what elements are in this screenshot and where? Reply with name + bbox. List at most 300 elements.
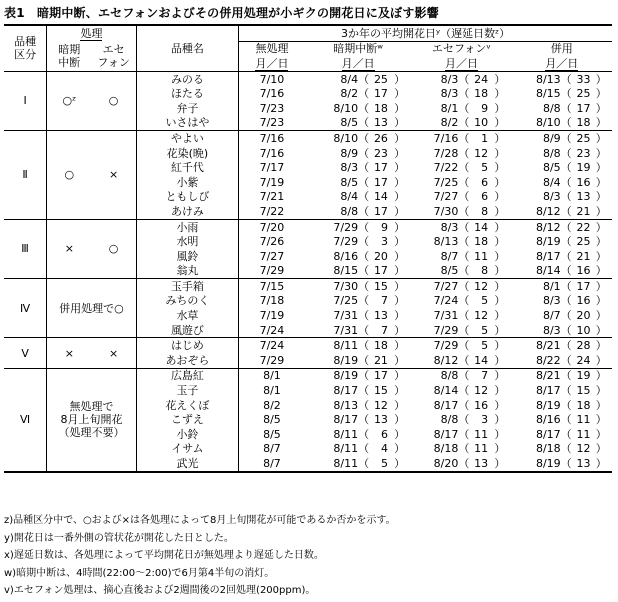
treatment-header: 処理: [47, 25, 137, 41]
paren-open: （: [458, 279, 470, 293]
date-untreated: 7/15: [239, 279, 305, 294]
date-dark: 8/11: [333, 442, 359, 456]
date-eth: 8/3: [411, 71, 458, 86]
paren-open: （: [458, 161, 470, 175]
paren-close: ）: [394, 442, 406, 456]
delay-eth: 14: [474, 353, 489, 367]
date-eth: 7/29: [433, 323, 459, 337]
date-dark: 8/4: [340, 190, 359, 204]
group-header: 品種 区分: [4, 25, 47, 71]
paren-open: （: [358, 398, 370, 412]
date-both: 8/16: [535, 413, 561, 427]
paren-open: （: [458, 353, 470, 367]
paren-close: ）: [494, 294, 506, 308]
variety-name: 玉子: [136, 383, 238, 398]
date-both: 8/17: [535, 384, 561, 398]
paren-close: ）: [394, 204, 406, 218]
paren-open: （: [560, 220, 572, 234]
date-eth: 8/5: [440, 264, 459, 278]
delay-dark: 13: [373, 413, 388, 427]
paren-open: （: [458, 131, 470, 145]
delay-eth: 9: [481, 101, 489, 115]
paren-open: （: [458, 235, 470, 249]
date-dark: 8/4: [305, 71, 358, 86]
delay-dark: 7: [380, 294, 388, 308]
variety-name: 弁子: [136, 101, 238, 116]
delay-dark: 23: [373, 146, 388, 160]
paren-close: ）: [488, 71, 511, 86]
date-eth: 8/17: [433, 398, 459, 412]
paren-close: ）: [494, 309, 506, 323]
date-dark: 8/13: [333, 398, 359, 412]
date-dark: 7/29: [333, 235, 359, 249]
paren-close: ）: [394, 146, 406, 160]
paren-open: （: [560, 87, 572, 101]
date-dark: 7/25: [333, 294, 359, 308]
delay-eth: 13: [469, 456, 488, 472]
paren-open: （: [458, 101, 470, 115]
date-eth: 7/31: [433, 309, 459, 323]
group-label: Ⅴ: [4, 338, 47, 368]
delay-both: 24: [576, 353, 591, 367]
variety-name: 小鈴: [136, 427, 238, 442]
delay-dark: 17: [373, 161, 388, 175]
dark-break-mark: ×: [47, 219, 92, 278]
date-dark: 7/29: [305, 219, 358, 234]
paren-close: ）: [394, 87, 406, 101]
group-label: Ⅲ: [4, 219, 47, 278]
footnote-y: y)開花日は一番外側の管状花が開花した日とした。: [4, 532, 234, 544]
paren-close: ）: [394, 353, 406, 367]
paren-close: ）: [494, 413, 506, 427]
date-both: 8/13: [512, 71, 561, 86]
paren-close: ）: [494, 204, 506, 218]
variety-name: 広島紅: [136, 368, 238, 383]
paren-open: （: [358, 87, 370, 101]
paren-close: ）: [595, 413, 607, 427]
variety-name: いさはや: [136, 116, 238, 131]
delay-both: 16: [576, 175, 591, 189]
variety-name: 花染(晩): [136, 146, 238, 161]
paren-close: ）: [591, 131, 612, 146]
delay-eth: 5: [469, 338, 488, 353]
footnotes: [4, 512, 396, 600]
paren-close: ）: [394, 427, 406, 441]
paren-open: （: [458, 175, 470, 189]
paren-open: （: [560, 235, 572, 249]
col-untreated: 無処理: [255, 42, 289, 56]
treatment-note-line: 8月上旬開花: [60, 413, 123, 427]
date-both: 8/14: [535, 264, 561, 278]
date-untreated: 7/27: [259, 249, 285, 263]
paren-close: ）: [394, 323, 406, 337]
paren-open: （: [560, 161, 572, 175]
paren-close: ）: [388, 279, 411, 294]
date-both: 8/21: [512, 368, 561, 383]
date-eth: 8/18: [433, 442, 459, 456]
variety-name: こずえ: [136, 412, 238, 427]
paren-open: （: [358, 161, 370, 175]
variety-name: 小紫: [136, 175, 238, 190]
paren-close: ）: [591, 71, 612, 86]
delay-dark: 26: [369, 131, 388, 146]
paren-close: ）: [494, 116, 506, 130]
variety-name: 水草: [136, 308, 238, 323]
paren-open: （: [358, 294, 370, 308]
paren-open: （: [560, 279, 572, 293]
date-untreated: 7/22: [259, 204, 285, 218]
date-dark: 8/8: [340, 204, 359, 218]
table-row: [4, 279, 612, 294]
paren-open: （: [560, 457, 572, 471]
delay-dark: 13: [373, 116, 388, 130]
delay-both: 13: [576, 190, 591, 204]
paren-open: （: [458, 398, 470, 412]
group-label: Ⅳ: [4, 279, 47, 338]
paren-open: （: [458, 87, 470, 101]
paren-open: （: [560, 442, 572, 456]
variety-name: 小雨: [136, 219, 238, 234]
paren-open: （: [358, 72, 370, 86]
paren-close: ）: [394, 413, 406, 427]
delay-eth: 3: [481, 413, 489, 427]
date-untreated: 7/19: [259, 175, 285, 189]
paren-open: （: [458, 369, 470, 383]
date-untreated: 7/16: [259, 87, 285, 101]
date-eth: 7/29: [411, 338, 458, 353]
paren-close: ）: [595, 161, 607, 175]
paren-close: ）: [394, 161, 406, 175]
paren-open: （: [458, 413, 470, 427]
paren-open: （: [458, 457, 470, 471]
variety-name: やよい: [136, 131, 238, 146]
delay-both: 20: [576, 309, 591, 323]
paren-close: ）: [394, 309, 406, 323]
date-both: 8/7: [542, 309, 561, 323]
date-both: 8/3: [542, 190, 561, 204]
date-untreated: 7/20: [239, 219, 305, 234]
paren-open: （: [358, 339, 370, 353]
date-untreated: 7/24: [259, 323, 285, 337]
paren-close: ）: [595, 235, 607, 249]
paren-close: ）: [394, 264, 406, 278]
delay-eth: 8: [481, 264, 489, 278]
delay-dark: 13: [373, 309, 388, 323]
treatment-combined: 併用処理で○: [47, 279, 137, 338]
delay-both: 25: [576, 235, 591, 249]
delay-both: 11: [576, 427, 591, 441]
date-untreated: 7/23: [259, 101, 285, 115]
delay-eth: 12: [474, 309, 489, 323]
table-row: [4, 338, 612, 353]
date-eth: 8/8: [440, 413, 459, 427]
paren-close: ）: [488, 368, 511, 383]
paren-open: （: [358, 235, 370, 249]
delay-dark: 5: [369, 456, 388, 472]
date-dark: 8/10: [333, 101, 359, 115]
date-both: 8/18: [535, 442, 561, 456]
paren-close: ）: [595, 190, 607, 204]
date-both: 8/1: [512, 279, 561, 294]
paren-open: （: [560, 369, 572, 383]
footnote-z: z)品種区分中で、○および×は各処理によって8月上旬開花が可能であるか否かを示す。: [4, 515, 396, 526]
paren-open: （: [458, 427, 470, 441]
paren-open: （: [458, 323, 470, 337]
variety-name: 風鈴: [136, 249, 238, 264]
delay-both: 25: [571, 131, 590, 146]
paren-open: （: [458, 190, 470, 204]
paren-open: （: [560, 101, 572, 115]
date-both: 8/22: [535, 353, 561, 367]
delay-both: 16: [576, 294, 591, 308]
date-untreated: 7/23: [259, 116, 285, 130]
paren-close: ）: [595, 87, 607, 101]
paren-open: （: [358, 220, 370, 234]
delay-dark: 17: [373, 264, 388, 278]
paren-close: ）: [394, 294, 406, 308]
paren-close: ）: [494, 161, 506, 175]
date-eth: 7/28: [433, 146, 459, 160]
date-untreated: 7/17: [259, 161, 285, 175]
flowering-table: [4, 24, 612, 473]
col-eth: エセフォンᵛ: [431, 42, 492, 56]
paren-close: ）: [494, 427, 506, 441]
date-dark: 8/2: [340, 87, 359, 101]
paren-open: （: [560, 146, 572, 160]
paren-open: （: [560, 294, 572, 308]
date-untreated: 7/24: [239, 338, 305, 353]
date-untreated: 8/1: [239, 368, 305, 383]
date-both: 8/19: [535, 235, 561, 249]
treatment-combined: [47, 368, 137, 472]
delay-eth: 11: [474, 249, 489, 263]
paren-close: ）: [595, 294, 607, 308]
delay-eth: 5: [481, 323, 489, 337]
paren-close: ）: [488, 456, 511, 472]
paren-open: （: [560, 384, 572, 398]
delay-eth: 11: [474, 427, 489, 441]
delay-eth: 6: [481, 175, 489, 189]
variety-name: ともしび: [136, 190, 238, 205]
date-dark: 8/15: [333, 264, 359, 278]
date-both: 8/5: [542, 161, 561, 175]
paren-open: （: [560, 249, 572, 263]
paren-open: （: [358, 116, 370, 130]
date-both: 8/15: [535, 87, 561, 101]
dark-break-header: 暗期 中断: [58, 42, 81, 69]
ethephon-header: エセ フォン: [91, 41, 136, 71]
paren-close: ）: [388, 131, 411, 146]
delay-eth: 12: [469, 279, 488, 294]
date-eth: 8/3: [440, 87, 459, 101]
delay-dark: 4: [380, 442, 388, 456]
delay-both: 12: [576, 442, 591, 456]
date-eth: 7/24: [433, 294, 459, 308]
paren-open: （: [458, 72, 470, 86]
date-untreated: 7/21: [259, 190, 285, 204]
group-label: Ⅵ: [4, 368, 47, 472]
paren-close: ）: [595, 116, 607, 130]
paren-close: ）: [388, 71, 411, 86]
date-eth: 8/17: [433, 427, 459, 441]
footnote-v: v)エセフォン処理は、摘心直後および2週間後の2回処理(200ppm)。: [4, 585, 316, 596]
delay-dark: 6: [380, 427, 388, 441]
col-dark: 暗期中断ʷ: [333, 42, 383, 56]
date-dark: 8/11: [333, 427, 359, 441]
date-eth: 8/14: [433, 384, 459, 398]
ethephon-mark: ○: [91, 219, 136, 278]
variety-name: あおぞら: [136, 353, 238, 368]
paren-open: （: [458, 146, 470, 160]
paren-open: （: [560, 190, 572, 204]
delay-eth: 16: [474, 398, 489, 412]
paren-close: ）: [488, 131, 511, 146]
paren-open: （: [458, 249, 470, 263]
paren-open: （: [358, 190, 370, 204]
paren-close: ）: [394, 398, 406, 412]
paren-open: （: [560, 131, 572, 145]
date-untreated: 7/29: [259, 264, 285, 278]
delay-dark: 18: [373, 101, 388, 115]
date-dark: 8/16: [333, 249, 359, 263]
delay-both: 28: [571, 338, 590, 353]
delay-dark: 25: [369, 71, 388, 86]
paren-open: （: [560, 309, 572, 323]
date-eth: 8/13: [433, 235, 459, 249]
delay-eth: 10: [474, 116, 489, 130]
delay-both: 15: [576, 384, 591, 398]
date-eth: 8/1: [440, 101, 459, 115]
date-both: 8/21: [512, 338, 561, 353]
date-both: 8/3: [542, 323, 561, 337]
ethephon-mark: ○: [91, 71, 136, 130]
table-row: [4, 368, 612, 383]
date-eth: 8/8: [411, 368, 458, 383]
delay-dark: 17: [373, 87, 388, 101]
delay-both: 21: [576, 249, 591, 263]
unit-eth: 月／日: [445, 56, 478, 70]
unit-dark: 月／日: [341, 56, 375, 70]
variety-name: 風遊び: [136, 323, 238, 338]
delay-both: 19: [576, 161, 591, 175]
variety-name: みのる: [136, 71, 238, 86]
date-eth: 8/20: [411, 456, 458, 472]
delay-both: 19: [571, 368, 590, 383]
date-dark: 8/5: [340, 116, 359, 130]
paren-open: （: [358, 442, 370, 456]
paren-close: ）: [494, 190, 506, 204]
avg-flowering-header: 3か年の平均開花日ʸ（遅延日数ᶻ）: [239, 25, 612, 41]
paren-open: （: [358, 101, 370, 115]
paren-close: ）: [595, 309, 607, 323]
ethephon-mark: ×: [91, 338, 136, 368]
paren-close: ）: [388, 456, 411, 472]
date-both: 8/9: [512, 131, 561, 146]
delay-eth: 5: [481, 294, 489, 308]
date-both: 8/4: [542, 175, 561, 189]
paren-open: （: [358, 369, 370, 383]
date-dark: 8/19: [305, 368, 358, 383]
delay-dark: 20: [373, 249, 388, 263]
date-both: 8/12: [535, 204, 561, 218]
variety-header: 品種名: [136, 25, 238, 71]
delay-dark: 3: [380, 235, 388, 249]
paren-open: （: [358, 457, 370, 471]
delay-both: 18: [576, 398, 591, 412]
delay-both: 17: [576, 101, 591, 115]
paren-close: ）: [394, 235, 406, 249]
delay-eth: 14: [469, 219, 488, 234]
date-untreated: 8/1: [263, 384, 281, 398]
date-untreated: 7/19: [259, 309, 285, 323]
paren-close: ）: [595, 323, 607, 337]
date-eth: 7/25: [433, 175, 459, 189]
delay-dark: 14: [373, 190, 388, 204]
paren-close: ）: [494, 264, 506, 278]
delay-dark: 15: [373, 384, 388, 398]
variety-name: あけみ: [136, 204, 238, 219]
paren-close: ）: [488, 219, 511, 234]
date-both: 8/8: [542, 101, 561, 115]
paren-open: （: [560, 398, 572, 412]
variety-name: 水明: [136, 234, 238, 249]
date-untreated: 7/16: [239, 131, 305, 146]
delay-both: 10: [576, 323, 591, 337]
delay-eth: 5: [481, 161, 489, 175]
date-both: 8/19: [512, 456, 561, 472]
paren-close: ）: [394, 249, 406, 263]
paren-open: （: [358, 323, 370, 337]
paren-open: （: [358, 249, 370, 263]
date-both: 8/19: [535, 398, 561, 412]
footnote-x: x)遅延日数は、各処理によって平均開花日が無処理より遅延した日数。: [4, 550, 324, 561]
delay-dark: 15: [369, 279, 388, 294]
date-dark: 8/19: [333, 353, 359, 367]
date-untreated: 7/18: [259, 294, 285, 308]
paren-close: ）: [494, 353, 506, 367]
delay-both: 25: [576, 87, 591, 101]
delay-both: 11: [576, 413, 591, 427]
date-untreated: 8/2: [263, 398, 281, 412]
paren-open: （: [560, 116, 572, 130]
paren-open: （: [458, 442, 470, 456]
paren-close: ）: [388, 219, 411, 234]
delay-both: 17: [571, 279, 590, 294]
variety-name: 玉手箱: [136, 279, 238, 294]
dark-break-mark: ×: [47, 338, 92, 368]
paren-open: （: [358, 264, 370, 278]
paren-close: ）: [494, 175, 506, 189]
date-eth: 8/3: [411, 219, 458, 234]
date-dark: 7/31: [333, 309, 359, 323]
delay-eth: 6: [481, 190, 489, 204]
paren-close: ）: [595, 353, 607, 367]
variety-name: 翁丸: [136, 264, 238, 279]
date-both: 8/17: [535, 249, 561, 263]
paren-open: （: [560, 175, 572, 189]
table-title: 表1 暗期中断、エセフォンおよびその併用処理が小ギクの開花日に及ぼす影響: [4, 6, 439, 20]
delay-both: 13: [571, 456, 590, 472]
date-untreated: 8/7: [239, 456, 305, 472]
date-dark: 7/30: [305, 279, 358, 294]
date-untreated: 8/5: [263, 427, 281, 441]
paren-open: （: [560, 264, 572, 278]
date-untreated: 8/5: [263, 413, 281, 427]
delay-both: 18: [576, 116, 591, 130]
delay-both: 16: [576, 264, 591, 278]
paren-close: ）: [394, 116, 406, 130]
paren-open: （: [358, 146, 370, 160]
